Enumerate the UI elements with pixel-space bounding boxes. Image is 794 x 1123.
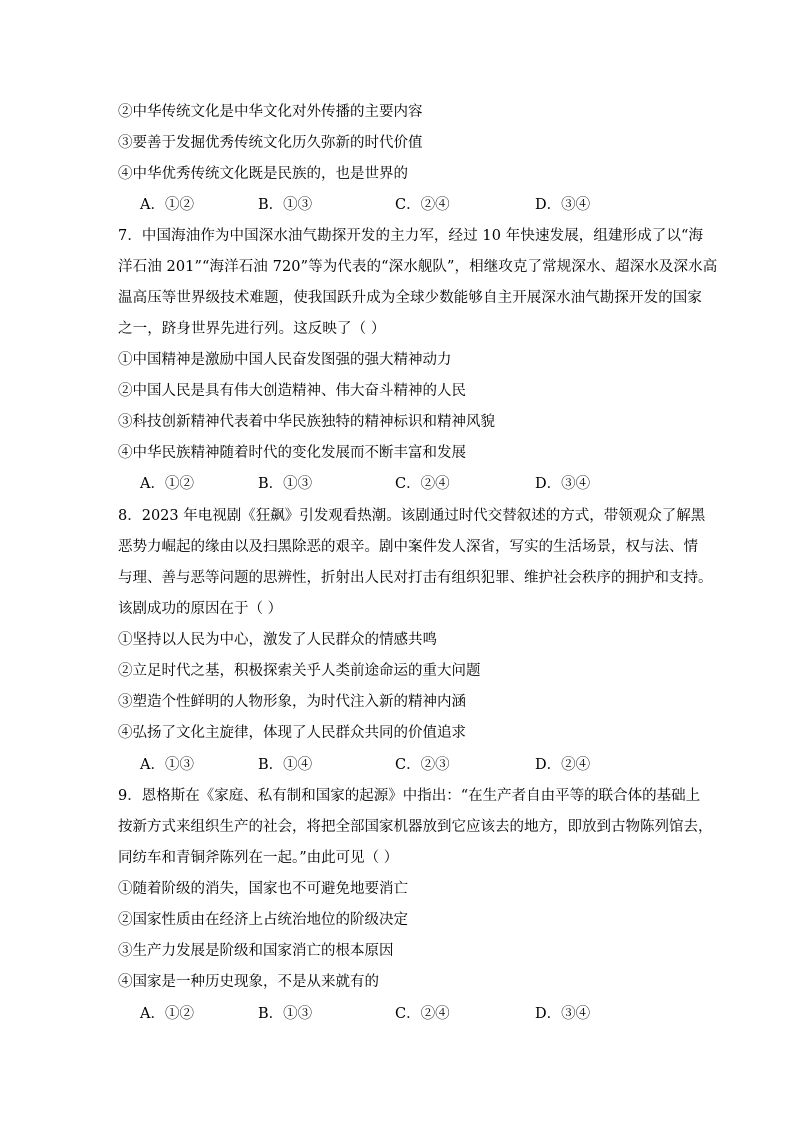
q7-stem-line-3: 温高压等世界级技术难题，使我国跃升成为全球少数能够自主开展深水油气勘探开发的国家 bbox=[118, 290, 702, 306]
q8-option-b: B．①④ bbox=[258, 757, 313, 773]
q9-statement-4: ④国家是一种历史现象，不是从来就有的 bbox=[118, 974, 379, 990]
q6-options bbox=[140, 195, 660, 215]
q8-statement-2: ②立足时代之基，积极探索关乎人类前途命运的重大问题 bbox=[118, 663, 481, 679]
q8-options bbox=[140, 755, 660, 775]
q9-statement-1: ①随着阶级的消失，国家也不可避免地要消亡 bbox=[118, 881, 408, 897]
q9-options bbox=[140, 1004, 660, 1024]
q8-stem-line-2: 恶势力崛起的缘由以及扫黑除恶的艰辛。剧中案件发人深省，写实的生活场景，权与法、情 bbox=[118, 539, 698, 555]
q8-statement-1: ①坚持以人民为中心，激发了人民群众的情感共鸣 bbox=[118, 632, 437, 648]
q7-stem-line-1: 7．中国海油作为中国深水油气勘探开发的主力军，经过 10 年快速发展，组建形成了以“海 bbox=[118, 228, 704, 244]
q9-stem-line-3: 同纺车和青铜斧陈列在一起。”由此可见（ ） bbox=[118, 850, 399, 866]
q6-option-d: D．③④ bbox=[535, 197, 591, 213]
q9-option-d: D．③④ bbox=[535, 1006, 591, 1022]
q6-statement-2: ②中华传统文化是中华文化对外传播的主要内容 bbox=[118, 104, 423, 120]
q8-stem-line-3: 与理、善与恶等问题的思辨性，折射出人民对打击有组织犯罪、维护社会秩序的拥护和支持。 bbox=[118, 570, 713, 586]
q7-option-d: D．③④ bbox=[535, 476, 591, 492]
q6-statement-3: ③要善于发掘优秀传统文化历久弥新的时代价值 bbox=[118, 135, 423, 151]
q9-option-a: A．①② bbox=[140, 1006, 194, 1022]
q8-statement-4: ④弘扬了文化主旋律，体现了人民群众共同的价值追求 bbox=[118, 725, 466, 741]
q6-option-a: A．①② bbox=[140, 197, 194, 213]
q7-stem-line-4: 之一，跻身世界先进行列。这反映了（ ） bbox=[118, 321, 386, 337]
q8-option-c: C．②③ bbox=[395, 757, 450, 773]
q9-option-b: B．①③ bbox=[258, 1006, 313, 1022]
q9-stem-line-1: 9．恩格斯在《家庭、私有制和国家的起源》中指出：“在生产者自由平等的联合体的基础上 bbox=[118, 788, 701, 804]
q7-option-c: C．②④ bbox=[395, 476, 450, 492]
q7-statement-2: ②中国人民是具有伟大创造精神、伟大奋斗精神的人民 bbox=[118, 383, 466, 399]
q7-option-a: A．①② bbox=[140, 476, 194, 492]
q6-statement-4: ④中华优秀传统文化既是民族的，也是世界的 bbox=[118, 166, 408, 182]
q7-statement-1: ①中国精神是激励中国人民奋发图强的强大精神动力 bbox=[118, 352, 452, 368]
q8-statement-3: ③塑造个性鲜明的人物形象，为时代注入新的精神内涵 bbox=[118, 694, 466, 710]
q8-stem-line-4: 该剧成功的原因在于（ ） bbox=[118, 601, 283, 617]
q9-statement-2: ②国家性质由在经济上占统治地位的阶级决定 bbox=[118, 912, 408, 928]
q6-option-b: B．①③ bbox=[258, 197, 313, 213]
q7-statement-4: ④中华民族精神随着时代的变化发展而不断丰富和发展 bbox=[118, 445, 466, 461]
q8-stem-line-1: 8．2023 年电视剧《狂飙》引发观看热潮。该剧通过时代交替叙述的方式，带领观众了解黑 bbox=[118, 508, 706, 524]
q6-option-c: C．②④ bbox=[395, 197, 450, 213]
q8-option-a: A．①③ bbox=[140, 757, 194, 773]
q7-options bbox=[140, 474, 660, 494]
q9-option-c: C．②④ bbox=[395, 1006, 450, 1022]
q7-option-b: B．①③ bbox=[258, 476, 313, 492]
q7-statement-3: ③科技创新精神代表着中华民族独特的精神标识和精神风貌 bbox=[118, 414, 495, 430]
q9-statement-3: ③生产力发展是阶级和国家消亡的根本原因 bbox=[118, 943, 394, 959]
q9-stem-line-2: 按新方式来组织生产的社会，将把全部国家机器放到它应该去的地方，即放到古物陈列馆去， bbox=[118, 819, 713, 835]
q7-stem-line-2: 洋石油 201”“海洋石油 720”等为代表的“深水舰队”，相继攻克了常规深水、超深水及深水高 bbox=[118, 259, 718, 275]
q8-option-d: D．②④ bbox=[535, 757, 591, 773]
